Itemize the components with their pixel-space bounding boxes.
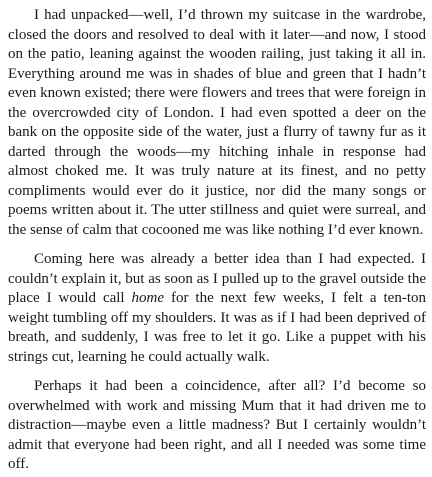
paragraph-1: I had unpacked—well, I’d thrown my suitcase in the wardrobe, closed the doors and resolved to deal with it later—and now, I stood on the patio, leaning against the wooden railing, just taking it all in. Everything around me was in shades of blue and green that I hadn’t even known existed; there were flowers and trees that were foreign in the overcrowded city of London. I had even spotted a deer on the bank on the opposite side of the water, just a flurry of tawny fur as it darted through the woods—my hitching inhale in response had almost choked me. It was truly nature at its finest, and no petty compliments would ever do it justice, nor did the many songs or poems written about it. The utter stillness and quiet were surreal, and the sense of calm that cocooned me was like nothing I’d ever known.: [8, 7, 426, 238]
paragraph-2-text-after: for the next few weeks, I felt a ten-ton weight tumbling off my shoulders. It was as if I had been deprived of breath, and suddenly, I was free to let it go. Like a puppet with his strings cut, learning he could actually walk.: [8, 290, 426, 365]
paragraph-3: Perhaps it had been a coincidence, after all? I’d become so overwhelmed with work and missing Mum that it had driven me to distraction—maybe even a little madness? But I certainly wouldn’t admit that everyone had been right, and all I needed was some time off.: [8, 378, 426, 472]
paragraph-2: [8, 250, 426, 367]
paragraph-2-text-before: Coming here was already a better idea than I had expected. I couldn’t explain it, but as soon as I pulled up to the gravel outside the place I would call: [8, 251, 426, 306]
emphasized-word: home: [131, 290, 165, 306]
